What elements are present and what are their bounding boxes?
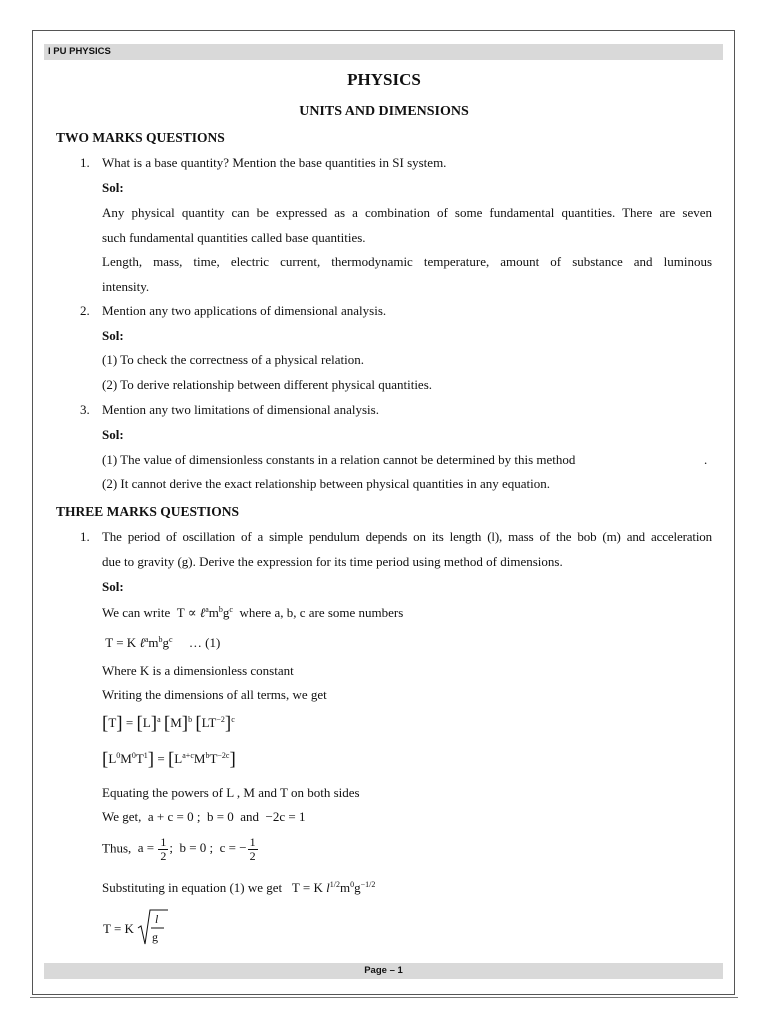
- solution-label: Sol:: [102, 180, 124, 195]
- derivation-text: Substituting in equation (1) we get: [102, 880, 283, 895]
- answer-line: such fundamental quantities called base quantities.: [102, 230, 366, 245]
- derivation-line: [102, 635, 220, 651]
- exponent-values: a = $\frac{1}{2}$ ; b = 0 ; c = − $\frac{1}{2}$: [134, 835, 256, 863]
- solution-label: Sol:: [102, 427, 124, 442]
- answer-line-end-mark: .: [704, 452, 708, 467]
- answer-line: (1) The value of dimensionless constants in a relation cannot be determined by this method: [102, 452, 576, 467]
- question-text: Mention any two applications of dimensional analysis.: [102, 303, 387, 318]
- proportionality-formula: $T \propto \ell^am^bg^c$: [173, 605, 233, 620]
- answer-line: (2) It cannot derive the exact relationship between physical quantities in any equation.: [102, 476, 550, 491]
- derivation-line: [102, 836, 259, 863]
- page-number: Page – 1: [364, 965, 403, 976]
- question-text: What is a base quantity? Mention the base quantities in SI system.: [102, 155, 447, 170]
- section-heading-three-marks: THREE MARKS QUESTIONS: [56, 504, 240, 519]
- question-number: 1.: [80, 155, 90, 170]
- equation-1-label: … (1): [188, 635, 221, 650]
- solution-label: Sol:: [102, 328, 124, 343]
- footer-band: [44, 963, 723, 979]
- final-formula: [102, 906, 172, 954]
- derivation-text: We get,: [102, 809, 142, 824]
- derivation-text: Where K is a dimensionless constant: [102, 663, 294, 678]
- derivation-line: [102, 880, 375, 896]
- derivation-text: Writing the dimensions of all terms, we get: [102, 687, 327, 702]
- solution-label: Sol:: [102, 579, 124, 594]
- answer-line: Any physical quantity can be expressed as a combination of some fundamental quantities. There are seven: [102, 205, 712, 220]
- section-heading-two-marks: TWO MARKS QUESTIONS: [56, 130, 225, 145]
- derivation-text: where a, b, c are some numbers: [239, 605, 404, 620]
- question-number: 2.: [80, 303, 90, 318]
- page-title: PHYSICS: [347, 70, 421, 89]
- question-text: due to gravity (g). Derive the expression for its time period using method of dimensions.: [102, 554, 563, 569]
- question-text: The period of oscillation of a simple pendulum depends on its length (l), mass of the bob (m) and acceleration: [102, 529, 712, 544]
- svg-text:T = K: T = K: [103, 921, 134, 936]
- derivation-text: We can write: [102, 605, 171, 620]
- substituted-formula: T = K $l^{1/2}m^0g^{-1/2}$: [285, 880, 376, 895]
- question-text: Mention any two limitations of dimensional analysis.: [102, 402, 379, 417]
- power-equations: a + c = 0 ; b = 0 and −2c = 1: [144, 809, 306, 824]
- derivation-text: Equating the powers of L , M and T on both sides: [102, 785, 360, 800]
- question-number: 3.: [80, 402, 90, 417]
- header-band: [44, 44, 723, 60]
- derivation-line: [102, 605, 403, 621]
- answer-line: intensity.: [102, 279, 150, 294]
- svg-text:g: g: [152, 930, 158, 944]
- answer-line: (2) To derive relationship between different physical quantities.: [102, 377, 433, 392]
- dimension-equation: $[T] = [L]^a$ $[M]^b$ $[LT^{-2}]^c$: [102, 713, 235, 734]
- derivation-text: Thus,: [102, 840, 132, 856]
- answer-line: Length, mass, time, electric current, thermodynamic temperature, amount of substance and luminous: [102, 254, 712, 269]
- time-period-formula: [102, 906, 172, 950]
- answer-line: (1) To check the correctness of a physical relation.: [102, 352, 364, 367]
- page-subtitle: UNITS AND DIMENSIONS: [299, 104, 469, 119]
- dimension-equation: $[L^0M^0T^1] = [L^{a+c}M^bT^{-2c}]$: [102, 749, 236, 770]
- equation-1-formula: T = K $\ell^am^bg^c$: [102, 635, 173, 650]
- svg-text:l: l: [155, 912, 159, 926]
- page-bottom-rule: [30, 997, 738, 998]
- derivation-line: [102, 809, 306, 825]
- header-label: I PU PHYSICS: [48, 46, 111, 57]
- question-number: 1.: [80, 529, 90, 544]
